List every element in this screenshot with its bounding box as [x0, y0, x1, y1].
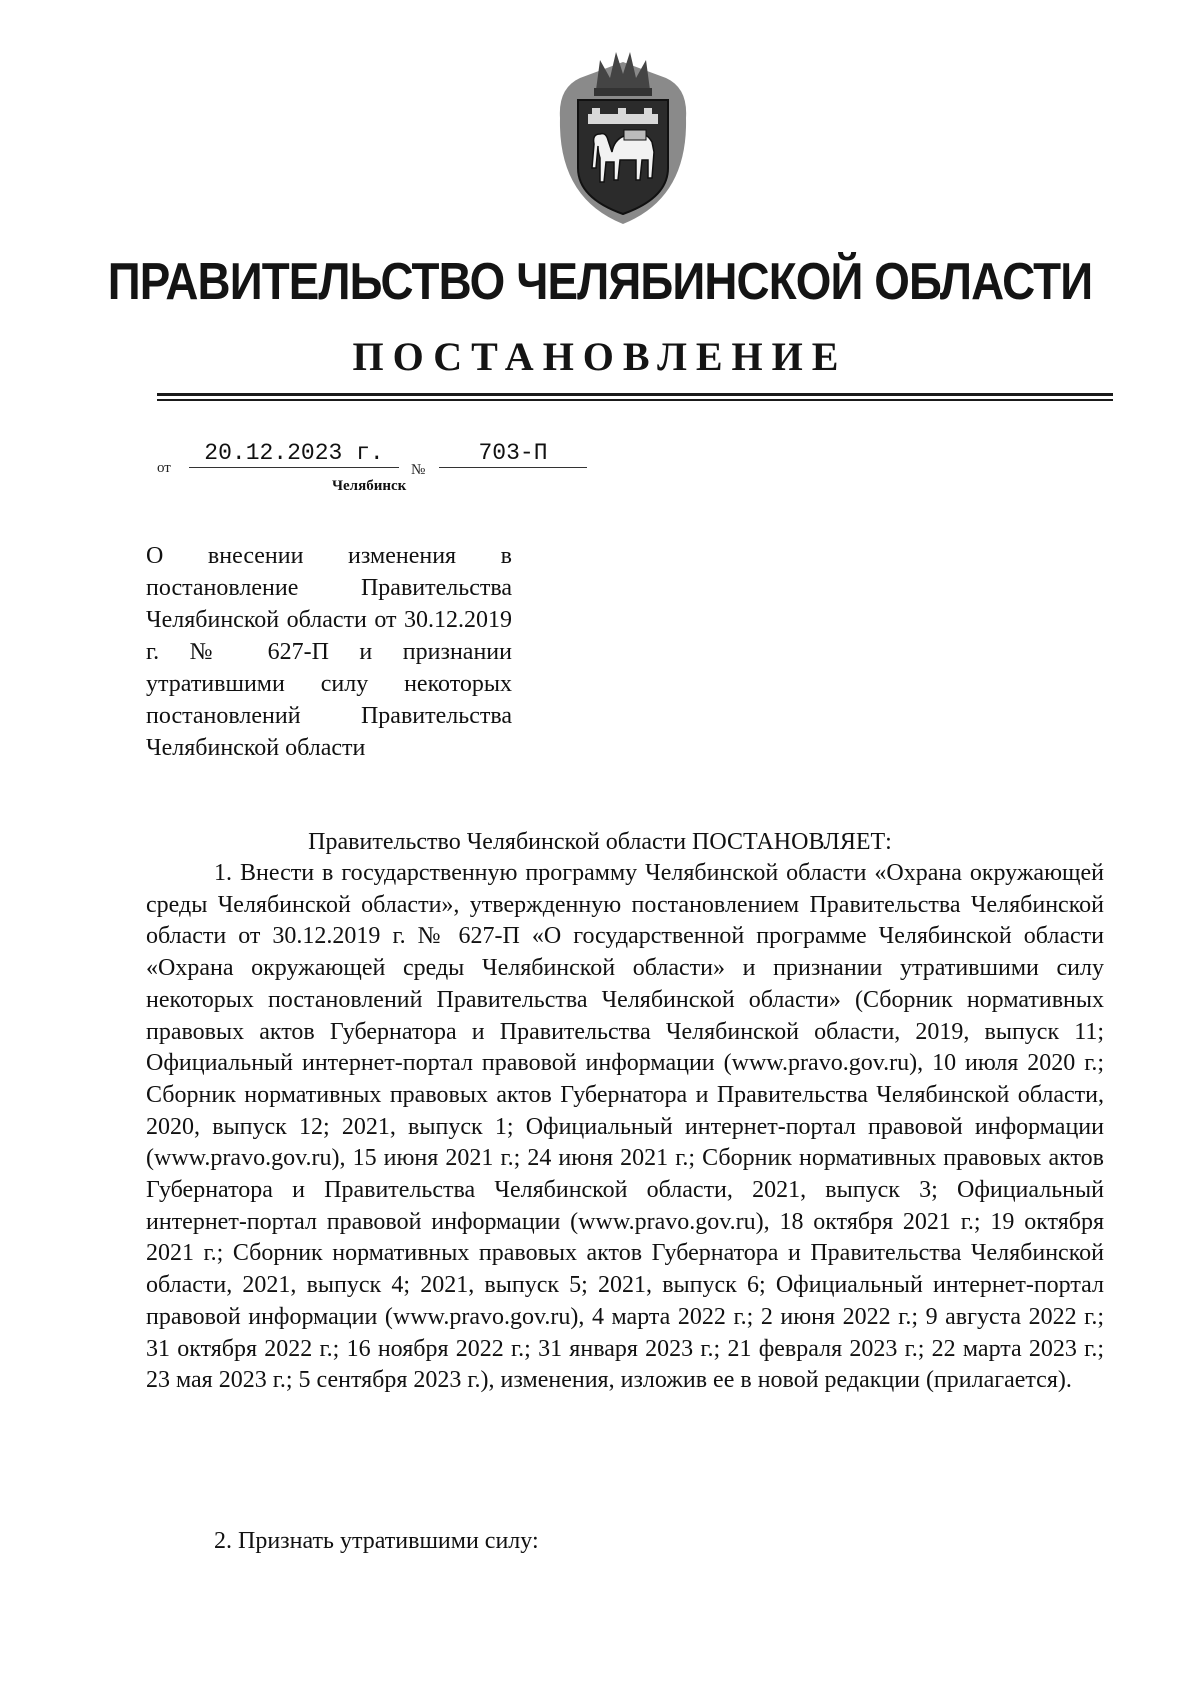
- document-date: 20.12.2023 г.: [189, 440, 399, 468]
- document-type-title: ПОСТАНОВЛЕНИЕ: [352, 334, 848, 379]
- resolution-lead: Правительство Челябинской области ПОСТАНОВЛЯЕТ:: [308, 829, 892, 855]
- number-prefix-label: №: [411, 462, 426, 478]
- document-number: 703-П: [439, 440, 587, 468]
- organization-title: ПРАВИТЕЛЬСТВО ЧЕЛЯБИНСКОЙ ОБЛАСТИ: [107, 253, 1093, 311]
- paragraph-2: 2. Признать утратившими силу:: [214, 1528, 539, 1554]
- paragraph-1: 1. Внести в государственную программу Челябинской области «Охрана окружающей среды Челябинской области», утвержденную постановлением Правительства Челябинской области от 30.12.2019 г. № 627-П «О государственной программе Челябинской области «Охрана окружающей среды Челябинской области» и признании утратившими силу некоторых постановлений Правительства Челябинской области» (Сборник нормативных правовых актов Губернатора и Правительства Челябинской области, 2019, выпуск 11; Официальный интернет-портал правовой информации (www.pravo.gov.ru), 10 июля 2020 г.; Сборник нормативных правовых актов Губернатора и Правительства Челябинской области, 2020, выпуск 12; 2021, выпуск 1; Официальный интернет-портал правовой информации (www.pravo.gov.ru), 15 июня 2021 г.; 24 июня 2021 г.; Сборник нормативных правовых актов Губернатора и Правительства Челябинской области, 2021, выпуск 3; Официальный интернет-портал правовой информации (www.pravo.gov.ru), 18 октября 2021 г.; 19 октября 2021 г.; Сборник нормативных правовых актов Губернатора и Правительства Челябинской области, 2021, выпуск 4; 2021, выпуск 5; 2021, выпуск 6; Официальный интернет-портал правовой информации (www.pravo.gov.ru), 4 марта 2022 г.; 2 июня 2022 г.; 9 августа 2022 г.; 31 октября 2022 г.; 16 ноября 2022 г.; 31 января 2023 г.; 21 февраля 2023 г.; 22 марта 2023 г.; 23 мая 2023 г.; 5 сентября 2023 г.), изменения, изложив ее в новой редакции (прилагается).: [146, 860, 1104, 1394]
- date-number-row: [157, 442, 587, 482]
- header-divider-thin: [157, 399, 1113, 401]
- document-subject: О внесении изменения в постановление Правительства Челябинской области от 30.12.2019 г. № 627-П и признании утратившими силу некоторых постановлений Правительства Челябинской области: [146, 543, 512, 761]
- date-prefix-label: от: [157, 460, 171, 476]
- header-divider-thick: [157, 393, 1113, 396]
- city-label: Челябинск: [332, 478, 407, 494]
- chelyabinsk-coat-of-arms-camel-icon: [548, 48, 698, 228]
